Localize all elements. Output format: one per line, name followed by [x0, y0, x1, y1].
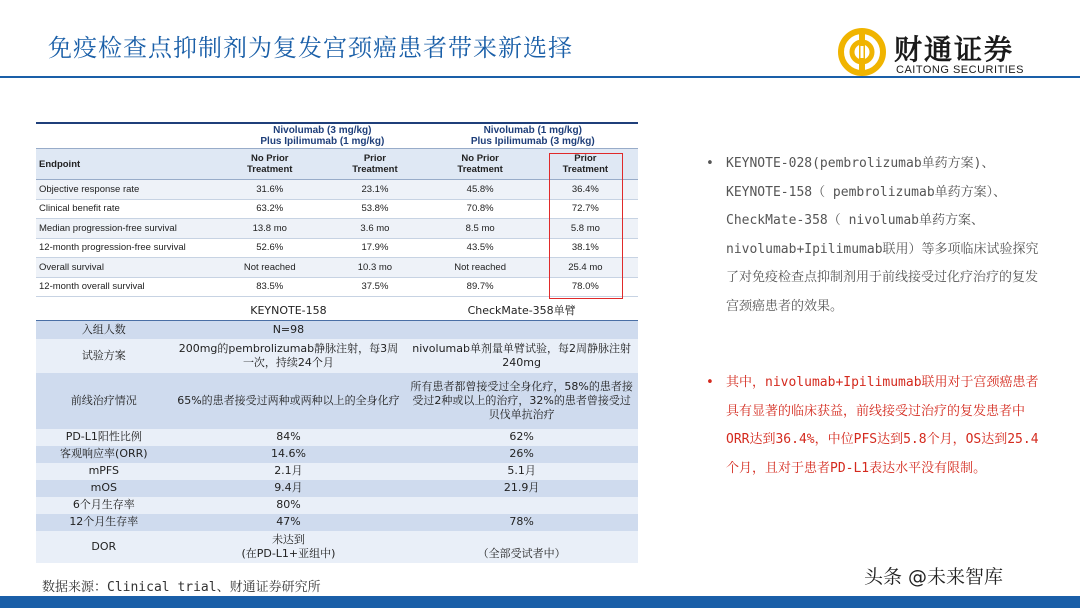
value-cell: 23.1%: [322, 180, 427, 200]
checkmate-cell: 所有患者都曾接受过全身化疗，58%的患者接受过2种或以上的治疗，32%的患者曾接受过贝伐单抗治疗: [405, 373, 638, 429]
value-cell: 38.1%: [533, 238, 638, 258]
comparison-header: CheckMate-358单臂: [405, 302, 638, 321]
column-header: No Prior Treatment: [217, 149, 322, 180]
summary-bullets: [706, 150, 1046, 483]
value-cell: 3.6 mo: [322, 219, 427, 239]
keynote-cell: 2.1月: [172, 463, 406, 480]
endpoint-cell: Clinical benefit rate: [36, 199, 217, 219]
table-row: [36, 514, 638, 531]
checkmate-cell: （全部受试者中）: [405, 531, 638, 563]
checkmate-cell: nivolumab单剂量单臂试验，每2周静脉注射240mg: [405, 339, 638, 373]
checkmate-cell: 26%: [405, 446, 638, 463]
comparison-header-row: [36, 302, 638, 321]
table-row: [36, 373, 638, 429]
value-cell: 78.0%: [533, 277, 638, 297]
value-cell: 72.7%: [533, 199, 638, 219]
bullet-item: [706, 150, 1046, 321]
company-logo: [838, 24, 1048, 80]
checkmate-cell: 78%: [405, 514, 638, 531]
trial-comparison-table: [36, 302, 638, 563]
value-cell: 25.4 mo: [533, 258, 638, 278]
bullet-dot-icon: •: [706, 156, 714, 171]
row-label: 6个月生存率: [36, 497, 172, 514]
table-row: [36, 321, 638, 339]
value-cell: 52.6%: [217, 238, 322, 258]
column-header: No Prior Treatment: [428, 149, 533, 180]
value-cell: 83.5%: [217, 277, 322, 297]
row-label: DOR: [36, 531, 172, 563]
row-label: 前线治疗情况: [36, 373, 172, 429]
endpoint-cell: Objective response rate: [36, 180, 217, 200]
value-cell: 31.6%: [217, 180, 322, 200]
keynote-cell: 未达到 (在PD-L1+亚组中): [172, 531, 406, 563]
keynote-cell: 84%: [172, 429, 406, 446]
table-row: [36, 199, 638, 219]
endpoint-cell: Median progression-free survival: [36, 219, 217, 239]
column-header: Prior Treatment: [322, 149, 427, 180]
watermark: 头条 @未来智库: [864, 566, 1004, 588]
value-cell: Not reached: [217, 258, 322, 278]
bullet-text: KEYNOTE-028(pembrolizumab单药方案)、KEYNOTE-158（ pembrolizumab单药方案）、CheckMate-358（ nivolumab单药方案、nivolumab+Ipilimumab联用）等多项临床试验探究了对免疫检查点抑制剂用于前线接受过化疗治疗的复发宫颈癌患者的效果。: [726, 156, 1039, 314]
value-cell: 70.8%: [428, 199, 533, 219]
value-cell: 36.4%: [533, 180, 638, 200]
checkmate-cell: 62%: [405, 429, 638, 446]
data-source-note: 数据来源：Clinical trial、财通证券研究所: [42, 580, 321, 595]
endpoint-cell: 12-month progression-free survival: [36, 238, 217, 258]
checkmate-cell: 5.1月: [405, 463, 638, 480]
row-label: mPFS: [36, 463, 172, 480]
keynote-cell: 47%: [172, 514, 406, 531]
comparison-header: [36, 302, 172, 321]
bullet-text: 其中，nivolumab+Ipilimumab联用对于宫颈癌患者具有显著的临床获益，前线接受过治疗的复发患者中ORR达到36.4%，中位PFS达到5.8个月，OS达到25.4个月，且对于患者PD-L1表达水平没有限制。: [726, 375, 1039, 476]
row-label: 客观响应率(ORR): [36, 446, 172, 463]
comparison-header: KEYNOTE-158: [172, 302, 406, 321]
table-row: [36, 258, 638, 278]
column-header-row: [36, 149, 638, 180]
value-cell: 10.3 mo: [322, 258, 427, 278]
footer-bar: [0, 596, 1080, 608]
value-cell: 63.2%: [217, 199, 322, 219]
slide-title: 免疫检查点抑制剂为复发宫颈癌患者带来新选择: [48, 34, 573, 62]
table-row: [36, 446, 638, 463]
table-row: [36, 219, 638, 239]
table-row: [36, 238, 638, 258]
table-row: [36, 531, 638, 563]
bullet-dot-icon: •: [706, 375, 714, 390]
bullet-item-highlight: [706, 369, 1046, 483]
table-row: [36, 429, 638, 446]
table-row: [36, 480, 638, 497]
keynote-cell: 14.6%: [172, 446, 406, 463]
row-label: 入组人数: [36, 321, 172, 339]
group-2-header: Nivolumab (1 mg/kg) Plus Ipilimumab (3 mg/kg): [470, 125, 595, 147]
column-header: Endpoint: [36, 149, 217, 180]
value-cell: 8.5 mo: [428, 219, 533, 239]
value-cell: Not reached: [428, 258, 533, 278]
endpoint-cell: Overall survival: [36, 258, 217, 278]
logo-chinese-name: 财通证券: [894, 33, 1015, 66]
value-cell: 17.9%: [322, 238, 427, 258]
caitong-logo-icon: [838, 28, 886, 76]
checkmate-cell: [405, 497, 638, 514]
row-label: 12个月生存率: [36, 514, 172, 531]
row-label: 试验方案: [36, 339, 172, 373]
checkmate-results-table: [36, 124, 638, 297]
table-row: [36, 180, 638, 200]
endpoint-cell: 12-month overall survival: [36, 277, 217, 297]
value-cell: 5.8 mo: [533, 219, 638, 239]
row-label: mOS: [36, 480, 172, 497]
checkmate-cell: [405, 321, 638, 339]
value-cell: 43.5%: [428, 238, 533, 258]
value-cell: 45.8%: [428, 180, 533, 200]
table-row: [36, 463, 638, 480]
logo-english-name: CAITONG SECURITIES: [896, 64, 1024, 76]
keynote-cell: 65%的患者接受过两种或两种以上的全身化疗: [172, 373, 406, 429]
value-cell: 89.7%: [428, 277, 533, 297]
group-1-header: Nivolumab (3 mg/kg) Plus Ipilimumab (1 mg/kg): [260, 125, 385, 147]
value-cell: 13.8 mo: [217, 219, 322, 239]
prior-treatment-highlight: [549, 153, 623, 299]
row-label: PD-L1阳性比例: [36, 429, 172, 446]
checkmate-cell: 21.9月: [405, 480, 638, 497]
table-row: [36, 277, 638, 297]
keynote-cell: 80%: [172, 497, 406, 514]
value-cell: 37.5%: [322, 277, 427, 297]
table-row: [36, 497, 638, 514]
keynote-cell: 9.4月: [172, 480, 406, 497]
value-cell: 53.8%: [322, 199, 427, 219]
keynote-cell: N=98: [172, 321, 406, 339]
keynote-cell: 200mg的pembrolizumab静脉注射，每3周一次，持续24个月: [172, 339, 406, 373]
group-header-row: [36, 124, 638, 149]
column-header: Prior Treatment: [533, 149, 638, 180]
table-row: [36, 339, 638, 373]
